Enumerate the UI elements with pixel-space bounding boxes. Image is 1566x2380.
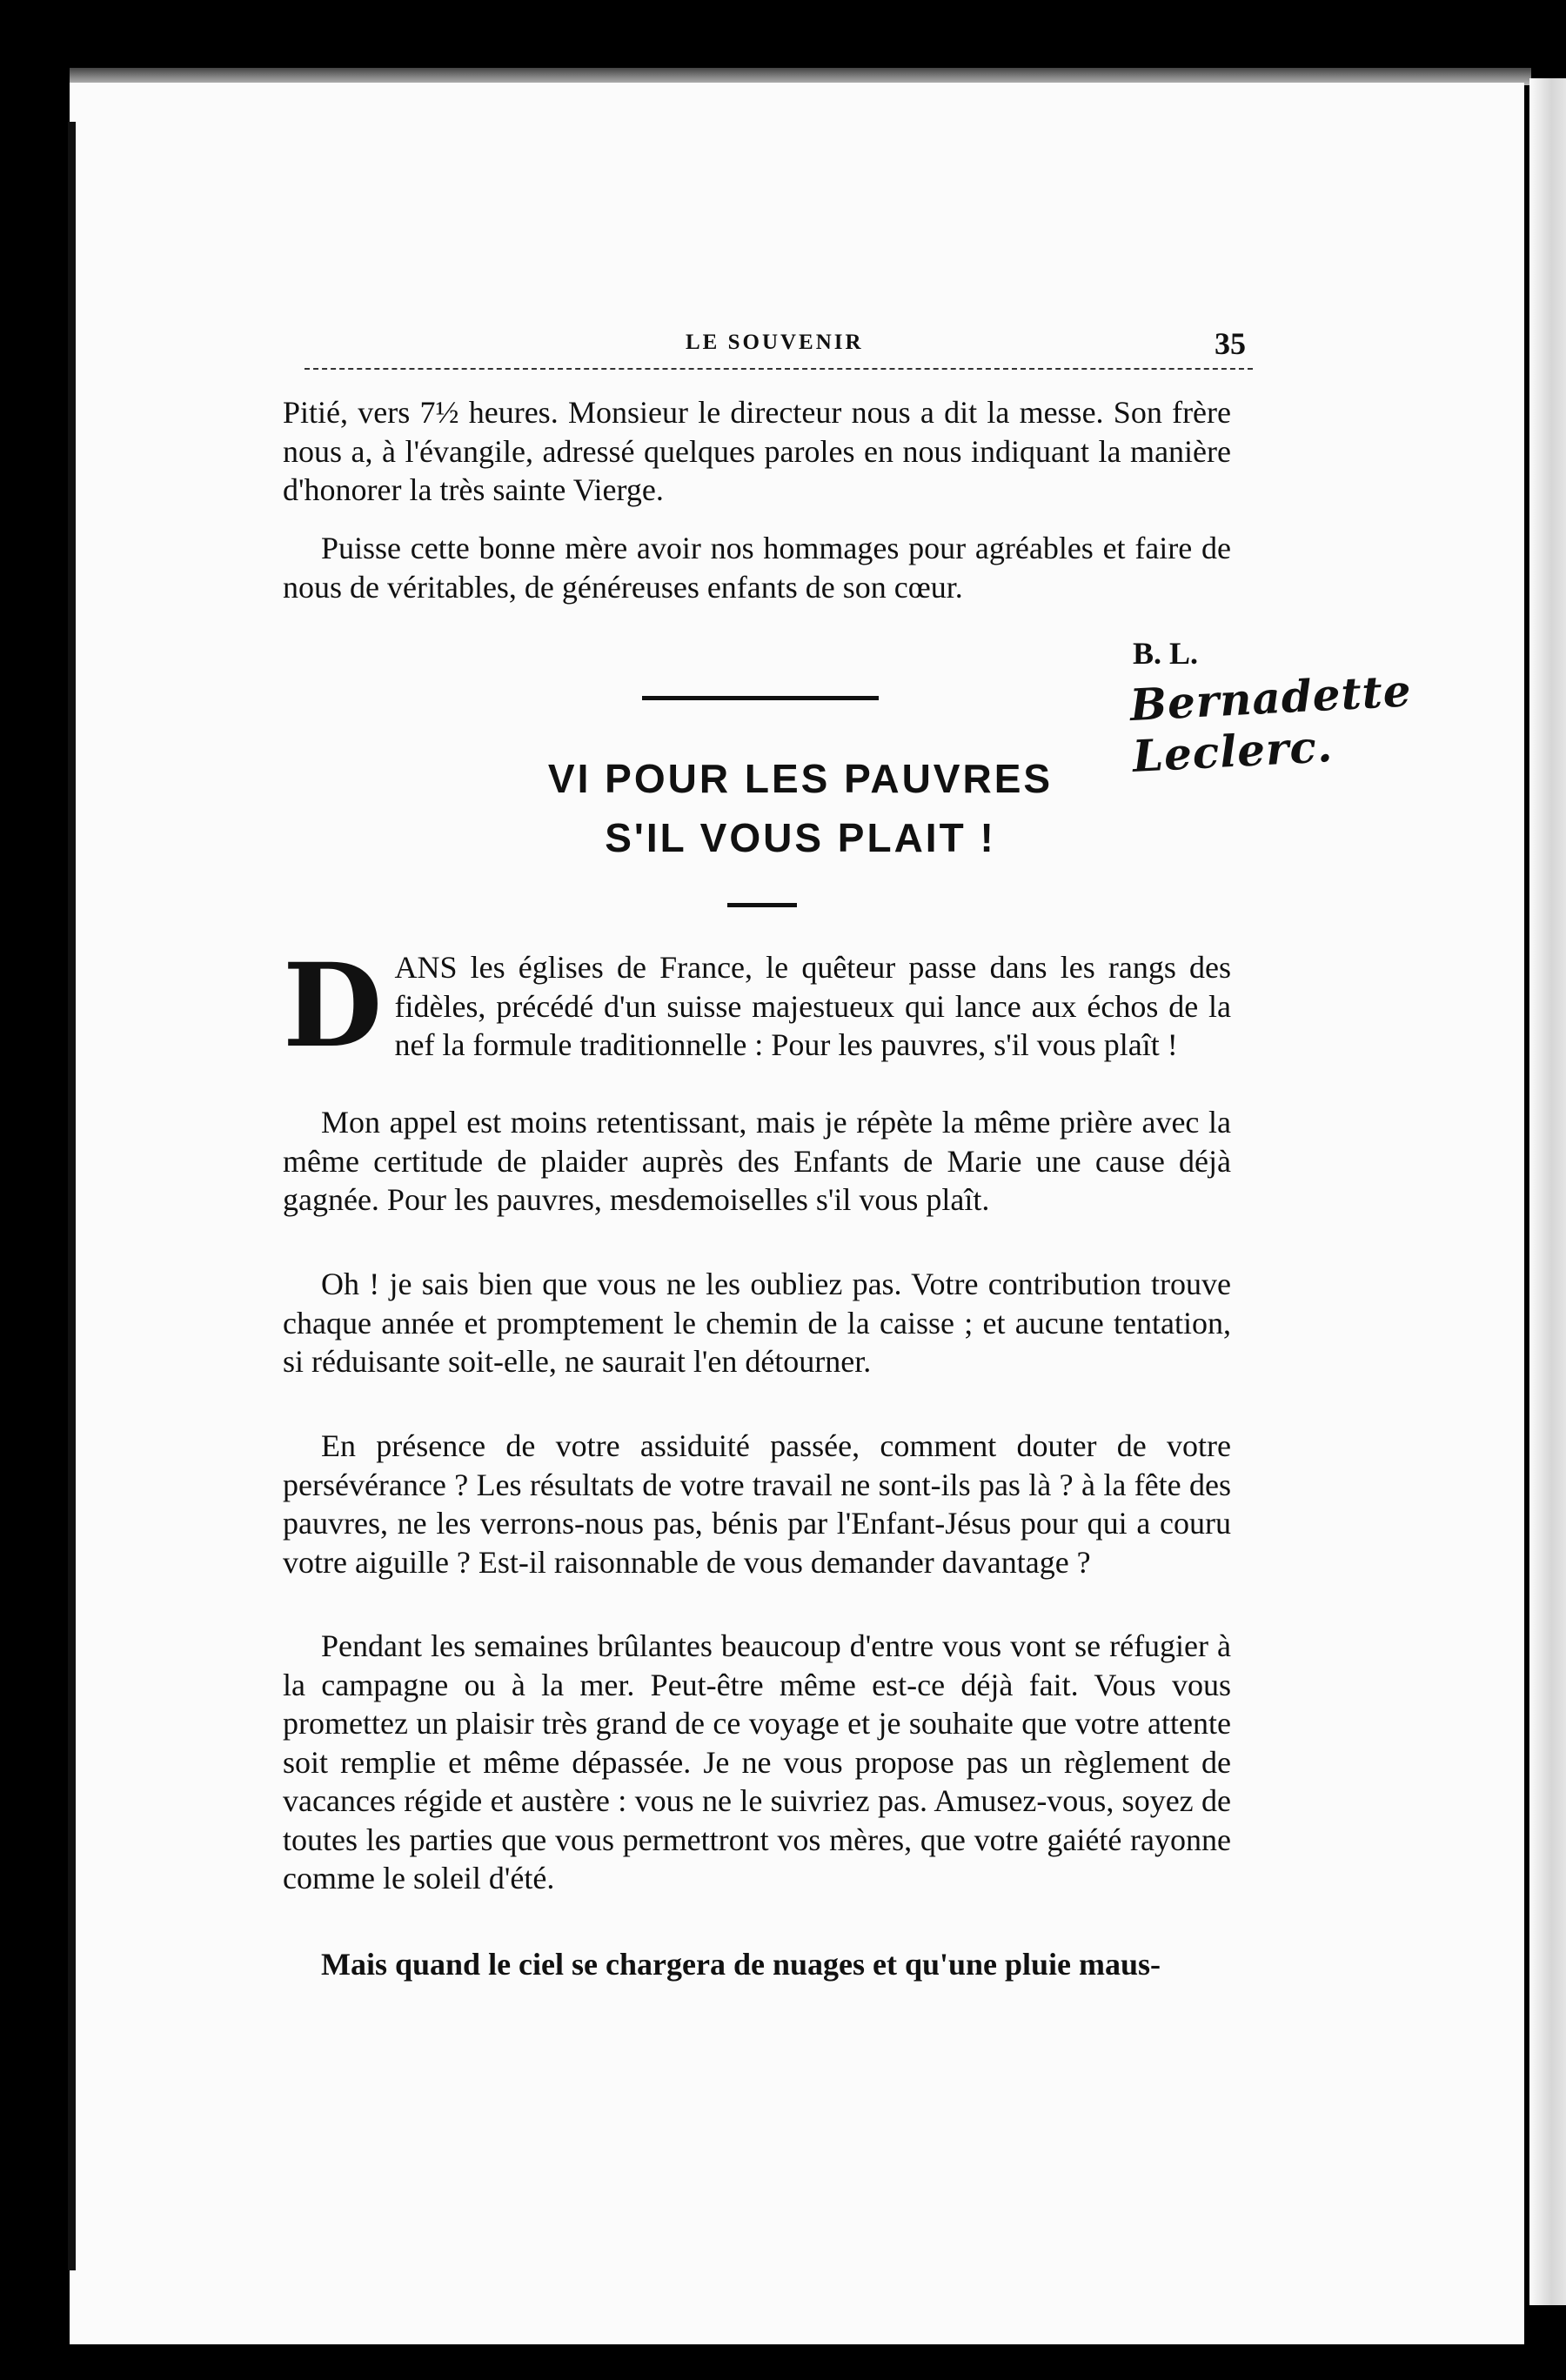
section-title-line-1: VI POUR LES PAUVRES <box>547 756 1054 801</box>
author-initials: B. L. <box>1133 636 1199 671</box>
section-title-line-2: S'IL VOUS PLAIT ! <box>605 815 996 860</box>
page-right-shadow <box>1529 78 1566 2305</box>
intro-paragraph-1: Pitié, vers 7½ heures. Monsieur le directeur nous a dit la messe. Son frère nous a, à l'évangile, adressé quelques paroles en nous indiquant la manière d'honorer la très sainte Vierge. <box>283 395 1231 507</box>
drop-cap-letter: D <box>283 939 383 1073</box>
section-paragraph-6: Mais quand le ciel se chargera de nuages et qu'une pluie maus- <box>321 1947 1161 1982</box>
section-body <box>283 939 1231 1073</box>
title-underline-rule <box>727 903 797 907</box>
section-paragraph-5: Pendant les semaines brûlantes beaucoup d'entre vous vont se réfugier à la campagne ou à la mer. Peut-être même est-ce déjà fait. Vous vous promettez un plaisir très grand de ce voyage et je souhaite que votre attente soit remplie et même dépassée. Je ne vous propose pas un règlement de vacances régide et austère : vous ne le suivriez pas. Amusez-vous, soyez de toutes les parties que vous permettront vos mères, que votre gaiété rayonne comme le soleil d'été. <box>283 1628 1231 1895</box>
intro-paragraph-2: Puisse cette bonne mère avoir nos hommages pour agréables et faire de nous de véritables, de généreuses enfants de son cœur. <box>283 531 1231 605</box>
page-number: 35 <box>1215 326 1246 361</box>
section-paragraph-1: ANS les églises de France, le quêteur passe dans les rangs des fidèles, précédé d'un suisse majestueux qui lance aux échos de la nef la formule traditionnelle : Pour les pauvres, s'il vous plaît ! <box>394 950 1231 1062</box>
header-rule <box>304 368 1253 370</box>
section-paragraph-4: En présence de votre assiduité passée, comment douter de votre persévérance ? Les résultats de votre travail ne sont-ils pas là ? à la fête des pauvres, ne les verrons-nous pas, bénis par l'Enfant-Jésus pour qui a couru votre aiguille ? Est-il raisonnable de vous demander davantage ? <box>283 1428 1231 1580</box>
running-title: LE SOUVENIR <box>686 331 864 354</box>
page-binding-edge <box>68 122 76 2270</box>
running-head <box>304 326 1253 365</box>
section-paragraph-3: Oh ! je sais bien que vous ne les oubliez pas. Votre contribution trouve chaque année et promptement le chemin de la caisse ; et aucune tentation, si réduisante soit-elle, ne saurait l'en détourner. <box>283 1267 1231 1379</box>
section-divider-rule <box>642 696 879 700</box>
section-paragraph-2: Mon appel est moins retentissant, mais je répète la même prière avec la même certitude de plaider auprès des Enfants de Marie une cause déjà gagnée. Pour les pauvres, mesdemoiselles s'il vous plaît. <box>283 1105 1231 1217</box>
handwritten-signature: Bernadette Leclerc. <box>1128 665 1413 783</box>
